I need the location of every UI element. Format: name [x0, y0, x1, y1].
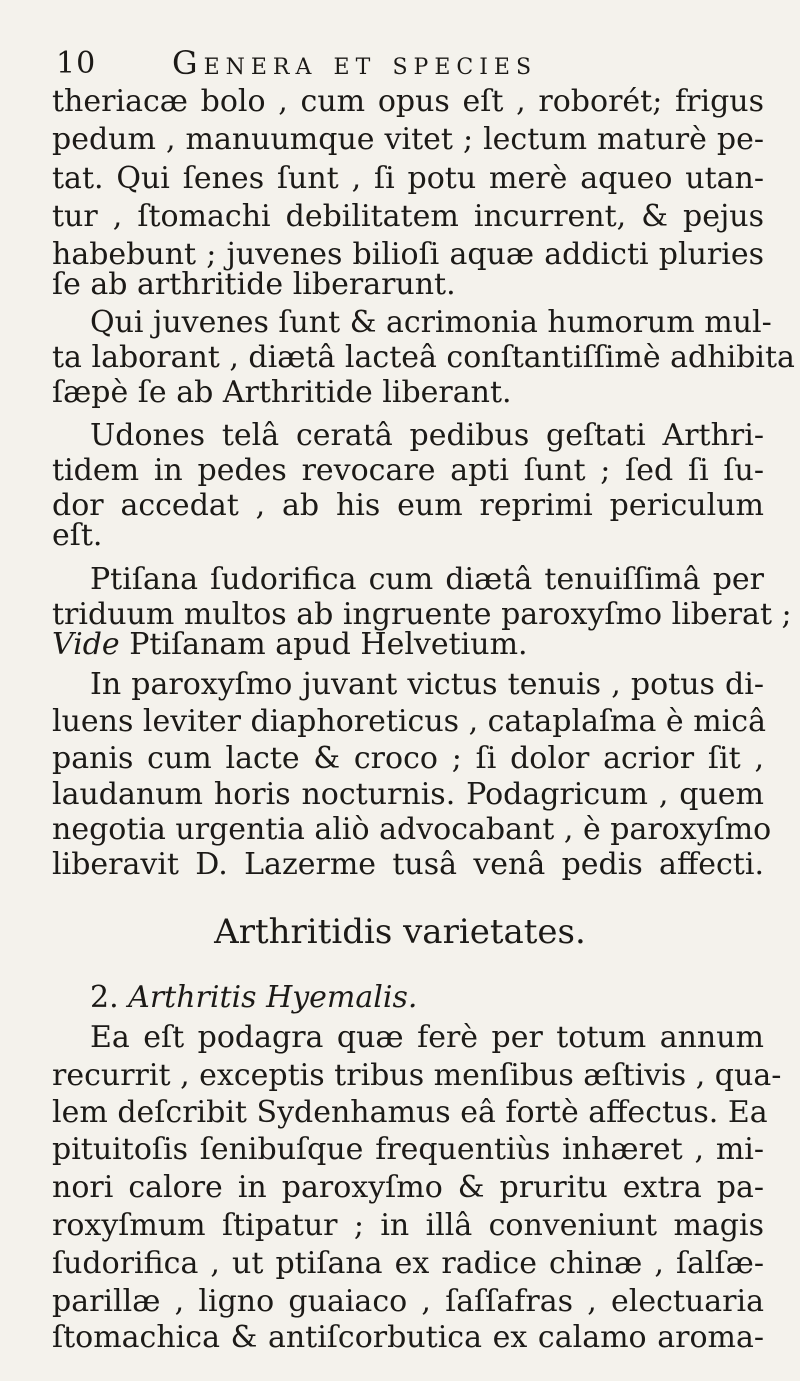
section-heading: Arthritidis varietates.	[214, 912, 586, 952]
text-line: pituitoſis ſenibuſque frequentiùs inhæret , mi-	[52, 1132, 764, 1167]
text-line: negotia urgentia aliò advocabant , è paroxyſmo	[52, 812, 772, 847]
text-line: Ptiſana ſudorifica cum diætâ tenuiſſimâ per	[90, 562, 764, 597]
text-line: tat. Qui ſenes ſunt , ſi potu merè aqueo utan-	[52, 161, 764, 196]
text-line: ſæpè ſe ab Arthritide liberant.	[52, 375, 512, 410]
subsection-name: Arthritis Hyemalis.	[128, 980, 418, 1015]
text-line: ta laborant , diætâ lacteâ conſtantiſſimè adhibita	[52, 340, 795, 375]
text-line: ſe ab arthritide liberarunt.	[52, 267, 456, 302]
text-line: nori calore in paroxyſmo & pruritu extra pa-	[52, 1170, 764, 1205]
text-line: lem deſcribit Sydenhamus eâ fortè affectus. Ea	[52, 1095, 768, 1130]
text-line: ſudorifica , ut ptiſana ex radice chinæ , ſalſæ-	[52, 1246, 764, 1281]
vide-italic: Vide	[52, 627, 120, 662]
page-number: 10	[56, 46, 97, 81]
text-line: recurrit , exceptis tribus menſibus æſtivis , qua-	[52, 1058, 782, 1093]
text-line: dor accedat , ab his eum reprimi periculum	[52, 488, 764, 523]
text-line: panis cum lacte & croco ; ſi dolor acrior ſit ,	[52, 741, 764, 776]
text-line: parillæ , ligno guaiaco , ſaſſafras , electuaria	[52, 1284, 764, 1319]
text-line: habebunt ; juvenes bilioſi aquæ addicti pluries	[52, 237, 764, 272]
text-line: Udones telâ ceratâ pedibus geſtati Arthri-	[90, 418, 764, 453]
text-line: tur , ſtomachi debilitatem incurrent, & pejus	[52, 199, 764, 234]
text-line: eſt.	[52, 518, 103, 553]
subsection-title	[90, 980, 417, 1015]
text-line: Qui juvenes ſunt & acrimonia humorum mul-	[90, 305, 772, 340]
text-line: ſtomachica & antiſcorbutica ex calamo aroma-	[52, 1320, 764, 1355]
text-line: triduum multos ab ingruente paroxyſmo liberat ;	[52, 597, 792, 632]
text-line	[52, 625, 764, 665]
text-line: theriacæ bolo , cum opus eſt , roborét; frigus	[52, 84, 764, 119]
text-line: roxyſmum ſtipatur ; in illâ conveniunt magis	[52, 1208, 764, 1243]
running-title: Genera et species	[172, 44, 538, 82]
text-line: laudanum horis nocturnis. Podagricum , quem	[52, 777, 764, 812]
text-line: tidem in pedes revocare apti ſunt ; ſed ſi ſu-	[52, 453, 764, 488]
text-line: luens leviter diaphoreticus , cataplaſma è micâ	[52, 704, 766, 739]
subsection-number: 2.	[90, 980, 119, 1015]
vide-reference: Ptiſanam apud Helvetium.	[119, 627, 528, 662]
text-line: liberavit D. Lazerme tusâ venâ pedis affecti.	[52, 847, 764, 882]
text-line: Ea eſt podagra quæ ferè per totum annum	[90, 1020, 764, 1055]
text-line: pedum , manuumque vitet ; lectum maturè pe-	[52, 122, 764, 157]
text-line: In paroxyſmo juvant victus tenuis , potus di-	[90, 667, 764, 702]
